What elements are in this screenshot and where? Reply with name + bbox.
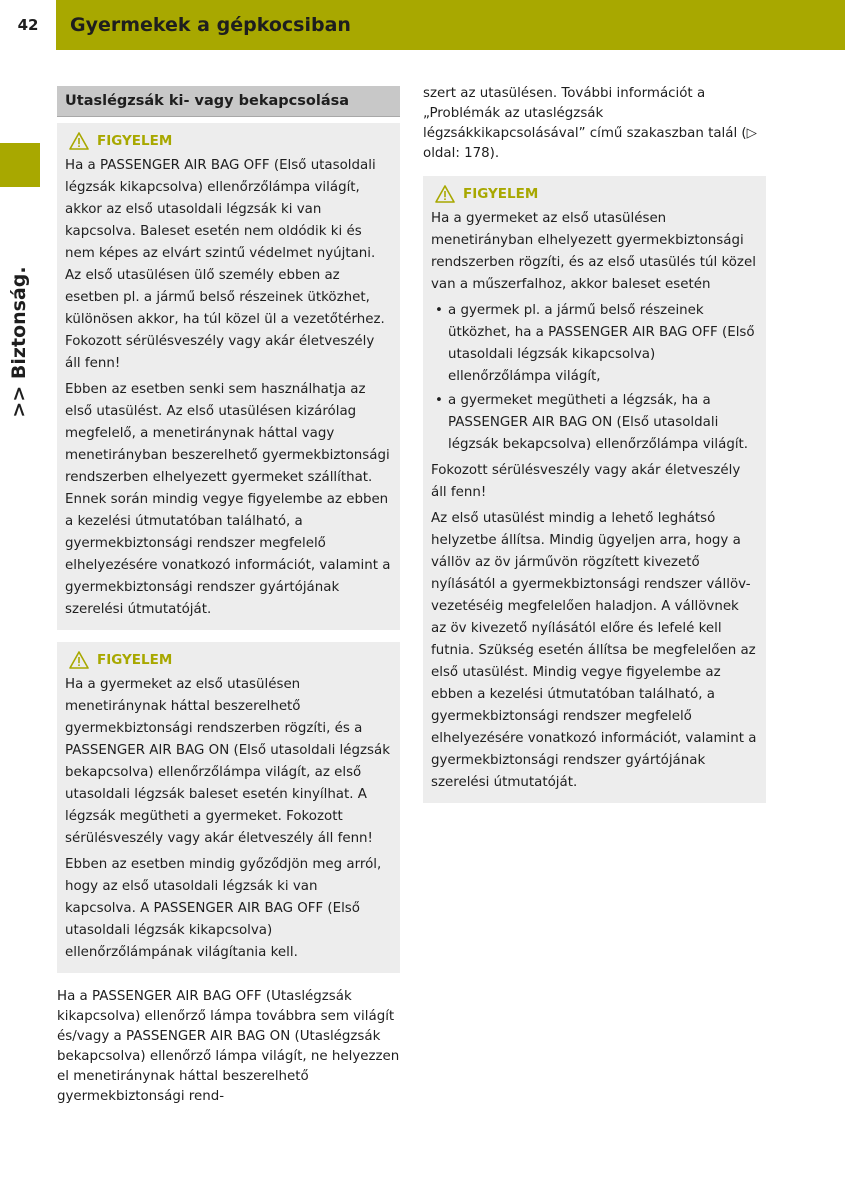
page-title: Gyermekek a gépkocsiban	[70, 14, 351, 36]
warning-title-text: FIGYELEM	[463, 186, 539, 202]
page-number: 42	[0, 0, 56, 50]
warning-triangle-icon	[69, 132, 89, 150]
warning-paragraph: Az első utasülést mindig a lehető leghátsó helyzetbe állítsa. Mindig ügyeljen arra, hogy a vállöv az öv járművön rögzített kivezető nyílásától a gyermekbiztonsági rendszer vállöv-vezetéséig megfelelően haladjon. A vállövnek az öv kivezető nyílásától előre és lefelé kell futnia. Szükség esetén állítsa be megfelelően az első utasülést. Mindig vegye figyelembe az ebben a kezelési útmutatóban található, a gyermekbiztonsági rendszer megfelelő elhelyezésére vonatkozó információt, valamint a gyermekbiztonsági rendszer gyártójának szerelési útmutatóját.	[431, 511, 757, 790]
body-paragraph-left: Ha a PASSENGER AIR BAG OFF (Utaslégzsák kikapcsolva) ellenőrző lámpa továbbra sem világít és/vagy a PASSENGER AIR BAG ON (Utaslégzsák bekapcsolva) ellenőrző lámpa világít, ne helyezzen el menetiránynak háttal beszerelhető gyermekbiztonsági rend-	[57, 989, 400, 1104]
warning-title	[69, 650, 392, 670]
warning-bullet-list	[431, 300, 758, 456]
warning-intro: Ha a gyermeket az első utasülésen menetirányban elhelyezett gyermekbiztonsági rendszerben rögzíti, és az első utasülés túl közel van a műszerfalhoz, akkor baleset esetén	[431, 211, 756, 292]
warning-title	[69, 131, 392, 151]
warning-triangle-icon	[69, 651, 89, 669]
warning-triangle-icon	[435, 185, 455, 203]
warning-box-3	[423, 176, 766, 803]
side-tab-label: >> Biztonság.	[8, 266, 30, 418]
warning-title-text: FIGYELEM	[97, 133, 173, 149]
warning-paragraph: Ha a PASSENGER AIR BAG OFF (Első utasoldali légzsák kikapcsolva) ellenőrzőlámpa világít, akkor az első utasoldali légzsák ki van kapcsolva. Baleset esetén nem oldódik ki és nem képes az elvárt szintű védelmet nyújtani. Az első utasülésen ülő személy ebben az esetben pl. a jármű belső részeinek ütközhet, különösen akkor, ha túl közel ül a vezetőtérhez. Fokozott sérülésveszély vagy akár életveszély áll fenn!	[65, 158, 385, 371]
list-item: • a gyermeket megütheti a légzsák, ha a PASSENGER AIR BAG ON (Első utasoldali légzsák bekapcsolva) ellenőrzőlámpa világít.	[431, 390, 758, 456]
warning-title	[435, 184, 758, 204]
left-column	[57, 86, 400, 1107]
warning-paragraph: Fokozott sérülésveszély vagy akár életveszély áll fenn!	[431, 463, 741, 500]
warning-box-2	[57, 642, 400, 973]
warning-paragraph: Ebben az esetben mindig győződjön meg arról, hogy az első utasoldali légzsák ki van kapcsolva. A PASSENGER AIR BAG OFF (Első utasoldali légzsák kikapcsolva) ellenőrzőlámpának világítania kell.	[65, 857, 382, 960]
right-column	[423, 84, 766, 803]
side-tab-marker	[0, 143, 40, 187]
warning-box-1	[57, 123, 400, 630]
warning-paragraph: Ha a gyermeket az első utasülésen menetiránynak háttal beszerelhető gyermekbiztonsági rendszerben rögzíti, és a PASSENGER AIR BAG ON (Első utasoldali légzsák bekapcsolva) ellenőrzőlámpa világít, az első utasoldali légzsák baleset esetén kinyílhat. A légzsák megütheti a gyermeket. Fokozott sérülésveszély vagy akár életveszély áll fenn!	[65, 677, 390, 846]
list-item: • a gyermek pl. a jármű belső részeinek ütközhet, ha a PASSENGER AIR BAG OFF (Első utasoldali légzsák kikapcsolva) ellenőrzőlámpa világít,	[431, 300, 758, 388]
section-heading: Utaslégzsák ki- vagy bekapcsolása	[57, 86, 400, 117]
body-paragraph-right: szert az utasülésen. További információt a „Problémák az utaslégzsák légzsákkikapcsolásával” című szakaszban talál (▷ oldal: 178).	[423, 86, 757, 161]
warning-title-text: FIGYELEM	[97, 652, 173, 668]
warning-paragraph: Ebben az esetben senki sem használhatja az első utasülést. Az első utasülésen kizárólag megfelelő, a menetiránynak háttal vagy menetirányban beszerelhető gyermekbiztonsági rendszerben elhelyezett gyermeket szállíthat. Ennek során mindig vegye figyelembe az ebben a kezelési útmutatóban található, a gyermekbiztonsági rendszer megfelelő elhelyezésére vonatkozó információt, valamint a gyermekbiztonsági rendszer gyártójának szerelési útmutatóját.	[65, 382, 391, 617]
